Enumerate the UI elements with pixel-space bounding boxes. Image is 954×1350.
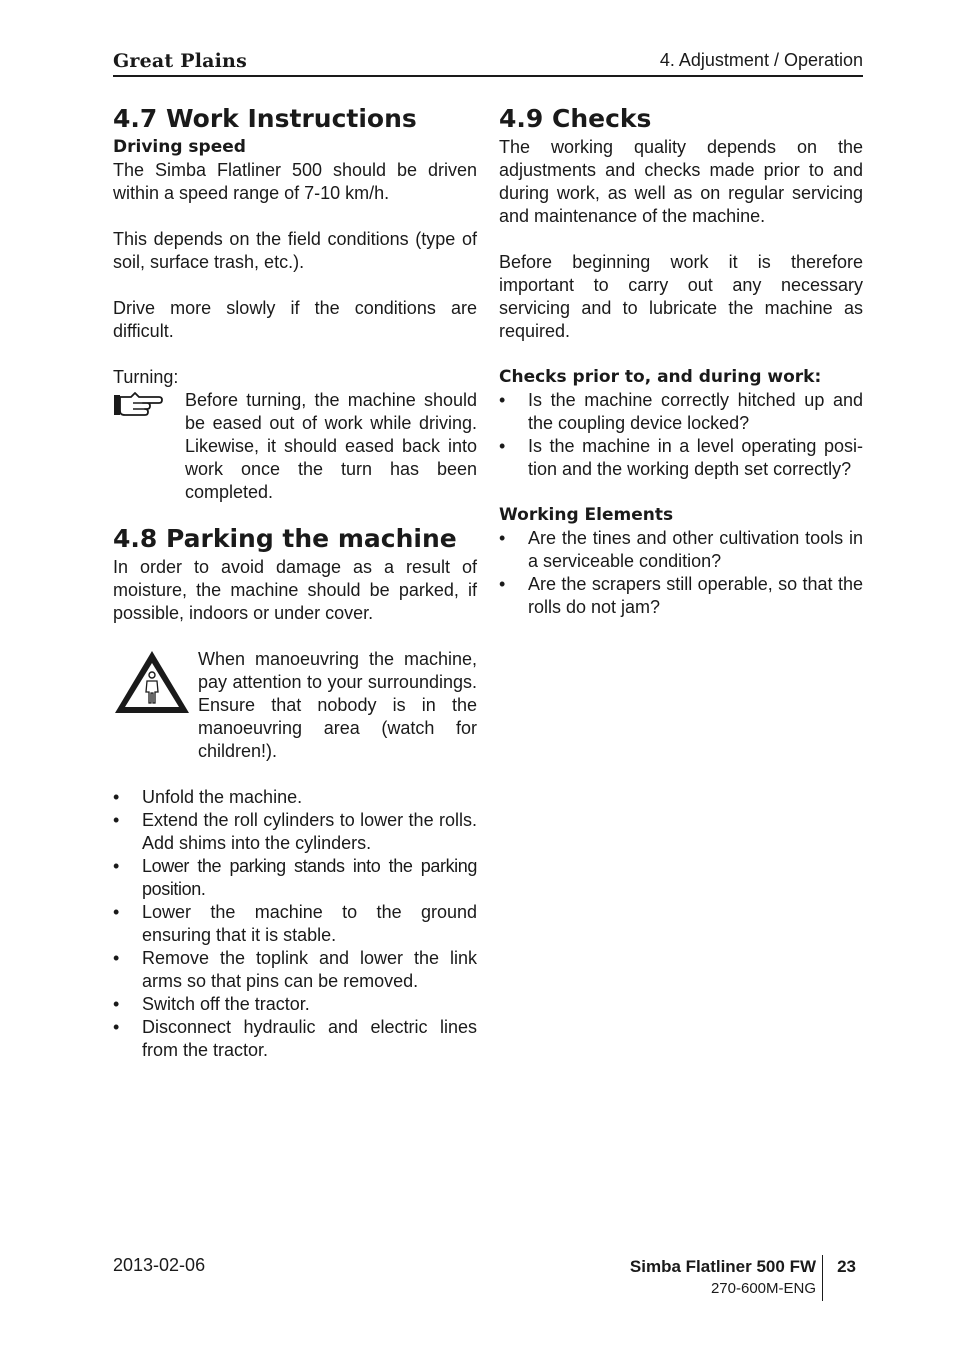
chapter-label: 4. Adjustment / Operation: [659, 50, 863, 70]
section-title-checks: 4.9 Checks: [499, 104, 652, 133]
list-item: • Extend the roll cylinders to lower the rolls. Add shims into the cylinders.: [113, 809, 477, 855]
left-column: [113, 104, 477, 1062]
section-title-work-instructions: 4.7 Work Instructions: [113, 104, 417, 133]
list-item: • Are the tines and other cultivation tools in a serviceable condition?: [499, 527, 863, 573]
page-number: 23: [837, 1257, 856, 1276]
list-item: • Is the machine in a level operating posi-tion and the working depth set correctly?: [499, 435, 863, 481]
right-column: [499, 104, 863, 619]
list-item: • Switch off the tractor.: [113, 993, 477, 1016]
working-elements-list: [499, 527, 863, 619]
page-header: [113, 49, 863, 77]
manoeuvring-warning: [113, 648, 477, 763]
list-item: • Lower the machine to the ground ensuring that it is stable.: [113, 901, 477, 947]
footer-date: 2013-02-06: [113, 1255, 206, 1275]
list-item: • Are the scrapers still operable, so that the rolls do not jam?: [499, 573, 863, 619]
turning-note-text: Before turning, the machine should be eased out of work while driving. Likewise, it should eased back into work once the turn has been completed.: [185, 390, 477, 502]
warning-person-icon: [113, 648, 198, 722]
footer-product: Simba Flatliner 500 FW: [629, 1257, 816, 1276]
list-item: • Disconnect hydraulic and electric lines from the tractor.: [113, 1016, 477, 1062]
subheading-checks-prior: Checks prior to, and during work:: [499, 367, 822, 387]
checks-list: [499, 389, 863, 481]
brand-logo: Great Plains: [113, 50, 247, 72]
list-item: • Is the machine correctly hitched up and the coupling device locked?: [499, 389, 863, 435]
subheading-working-elements: Working Elements: [499, 505, 674, 525]
paragraph-servicing: Before beginning work it is therefore important to carry out any necessary servicing and to lubricate the machine as required.: [499, 252, 863, 341]
subheading-driving-speed: Driving speed: [113, 137, 246, 157]
page-footer: [606, 1255, 856, 1301]
paragraph-speed-range: The Simba Flatliner 500 should be driven within a speed range of 7-10 km/h.: [113, 160, 477, 203]
paragraph-parking-intro: In order to avoid damage as a result of moisture, the machine should be parked, if possible, indoors or under cover.: [113, 557, 477, 623]
footer-doc-number: 270-600M-ENG: [710, 1280, 816, 1297]
turning-label: Turning:: [113, 367, 179, 387]
section-title-parking: 4.8 Parking the machine: [113, 524, 457, 553]
paragraph-drive-slowly: Drive more slowly if the conditions are difficult.: [113, 298, 477, 341]
footer-divider: [822, 1255, 823, 1301]
parking-steps: [113, 786, 477, 1062]
paragraph-working-quality: The working quality depends on the adjustments and checks made prior to and during work, as well as on regular servicing and maintenance of the machine.: [499, 137, 863, 226]
pointing-hand-icon: [113, 389, 185, 425]
list-item: • Lower the parking stands into the parking position.: [113, 855, 477, 901]
manoeuvring-warning-text: When manoeuvring the machine, pay attention to your surroundings. Ensure that nobody is in the manoeuvring area (watch for children!).: [198, 649, 477, 761]
turning-note: [113, 389, 477, 504]
list-item: • Unfold the machine.: [113, 786, 477, 809]
paragraph-field-conditions: This depends on the field conditions (type of soil, surface trash, etc.).: [113, 229, 477, 272]
list-item: • Remove the toplink and lower the link arms so that pins can be removed.: [113, 947, 477, 993]
